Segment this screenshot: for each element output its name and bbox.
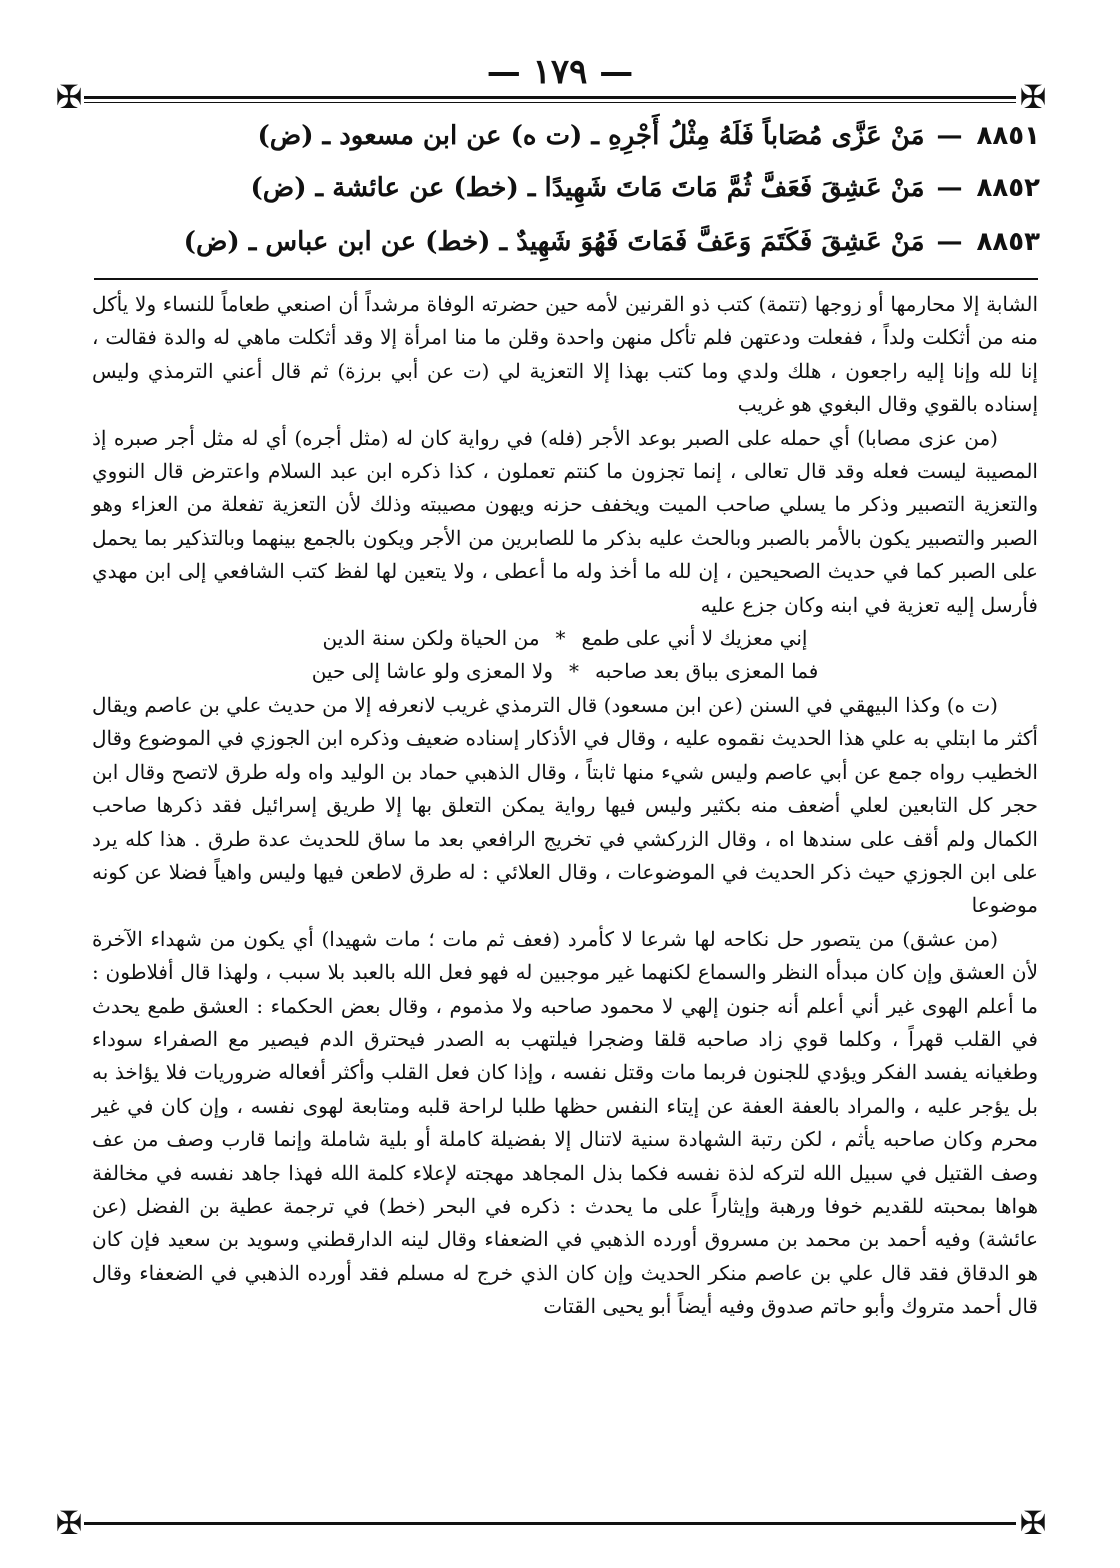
bottom-frame-rule	[84, 1522, 1016, 1525]
verse-hemistich: إني معزيك لا أني على طمع	[581, 626, 808, 651]
verse-separator: *	[555, 626, 566, 651]
top-frame-rule	[84, 96, 1016, 99]
page-number: — ١٧٩ —	[486, 52, 634, 92]
hadith-text: مَنْ عَشِقَ فَكَتَمَ وَعَفَّ فَمَاتَ فَهُوَ شَهِيدٌ ـ (خط) عن ابن عباس ـ (ض)	[183, 227, 925, 257]
corner-ornament-bottom-right-icon: ✠	[1019, 1504, 1047, 1542]
hadith-number: ٨٨٥٢	[976, 173, 1040, 203]
commentary-paragraph: الشابة إلا محارمها أو زوجها (تتمة) كتب ذو القرنين لأمه حين حضرته الوفاة مرشداً أن اصنعي طعاماً للنساء ولا يأكل منه من أثكلت ولداً ، ففعلت ودعتهن فلم تأكل منهن واحدة وقلن ما منا امرأة إلا وقد أثكلت ماهي له والدة فقالت ، إنا لله وإنا إليه راجعون ، هلك ولدي وما كتب بهذا إلا التعزية لي (ت عن أبي برزة) ثم قال أعني الترمذي وليس إسناده بالقوي وقال البغوي هو غريب	[92, 292, 1039, 417]
hadith-dash: —	[936, 227, 963, 257]
verse-hemistich: فما المعزى بباق بعد صاحبه	[595, 659, 819, 684]
hadith-entry	[250, 164, 1040, 212]
top-frame-rule-inner	[84, 102, 1016, 103]
commentary-separator-rule	[94, 278, 1038, 280]
hadith-dash: —	[936, 121, 963, 151]
poetry-verse	[92, 655, 1038, 688]
corner-ornament-top-left-icon: ✠	[55, 78, 83, 116]
hadith-text: مَنْ عَزَّى مُصَاباً فَلَهُ مِثْلُ أَجْرِهِ ـ (ت ه) عن ابن مسعود ـ (ض)	[257, 121, 925, 151]
verse-hemistich: من الحياة ولكن سنة الدين	[322, 626, 540, 651]
hadith-number: ٨٨٥١	[976, 121, 1040, 151]
hadith-dash: —	[936, 173, 963, 203]
hadith-number: ٨٨٥٣	[976, 227, 1040, 257]
commentary-paragraph: (من عشق) من يتصور حل نكاحه لها شرعا لا كأمرد (فعف ثم مات ؛ مات شهيدا) أي يكون من شهداء الآخرة لأن العشق وإن كان مبدأه النظر والسماع لكنهما غير موجبين له فهو فعل الله بالعبد بلا سبب ، ولهذا قال أفلاطون : ما أعلم الهوى غير أني أعلم أنه جنون إلهي لا محمود صاحبه ولا مذموم ، وقال بعض الحكماء : العشق طمع يحدث في القلب قهراً ، وكلما قوي زاد صاحبه قلقا وضجرا فيلتهب به الصدر فيحترق الدم فيصير مع الصفراء سوداء وطغيانه يفسد الفكر ويؤدي للجنون فربما مات وقتل نفسه ، وإذا كان فعل القلب وأكثر أفعاله ضروريات فلا يؤاخذ به بل يؤجر عليه ، والمراد بالعفة العفة عن إيتاء النفس حظها طلبا لراحة قلبه ومتابعة لهوى نفسه ، وإن كان في غير محرم وكان صاحبه يأثم ، لكن رتبة الشهادة سنية لاتنال إلا بفضيلة كاملة أو بلية شاملة وإنما قارب وصف من عف وصف القتيل في سبيل الله لتركه لذة نفسه فكما بذل المجاهد مهجته لإعلاء كلمة الله فهذا جاهد نفسه في مخالفة هواها بمحبته للقديم خوفا ورهبة وإيثاراً على ما يحدث : ذكره في البحر (خط) في ترجمة عطية بن الفضل (عن عائشة) وفيه أحمد بن محمد بن مسروق أورده الذهبي في الضعفاء وقال لينه الدارقطني وسويد بن سعيد فإن كان هو الدقاق فقد قال علي بن عاصم منكر الحديث وإن كان الذي خرج له مسلم فقد أورده الذهبي في الضعفاء وقال قال أحمد متروك وأبو حاتم صدوق وفيه أيضاً أبو يحيى القتات	[92, 926, 1038, 1319]
poetry-verse	[92, 622, 1038, 655]
corner-ornament-bottom-left-icon: ✠	[55, 1504, 83, 1542]
commentary-paragraph: (من عزى مصابا) أي حمله على الصبر بوعد الأجر (فله) في رواية كان له (مثل أجره) أي له مثل أجر صبره إذ المصيبة ليست فعله وقد قال تعالى ، إنما تجزون ما كنتم تعملون ، كذا ذكره ابن عبد السلام واعترض قال النووي والتعزية التصبير وذكر ما يسلي صاحب الميت ويخفف حزنه ويهون مصيبته وذلك لأن التعزية تفعلة من العزاء وهو الصبر والتصبير يكون بالأمر بالصبر وبالحث عليه بذكر ما للصابرين من الأجر ويكون بالجمع بينهما وبالتذكير بما يحمل على الصبر كما في حديث الصحيحين ، إن لله ما أخذ وله ما أعطى ، ولا يتعين لها لفظ كتب الشافعي إلى ابن مهدي فأرسل إليه تعزية في ابنه وكان جزع عليه	[92, 425, 1038, 617]
hadith-text: مَنْ عَشِقَ فَعَفَّ ثُمَّ مَاتَ مَاتَ شَهِيدًا ـ (خط) عن عائشة ـ (ض)	[250, 173, 925, 203]
commentary-body	[92, 288, 1038, 1506]
corner-ornament-top-right-icon: ✠	[1019, 78, 1047, 116]
hadith-entry	[183, 218, 1040, 266]
verse-separator: *	[569, 659, 579, 684]
hadith-entry	[257, 112, 1040, 160]
verse-hemistich: ولا المعزى ولو عاشا إلى حين	[311, 659, 553, 684]
commentary-paragraph: (ت ه) وكذا البيهقي في السنن (عن ابن مسعود) قال الترمذي غريب لانعرفه إلا من حديث علي بن عاصم ويقال أكثر ما ابتلي به علي هذا الحديث نقموه عليه ، وقال في الأذكار إسناده ضعيف وذكره ابن الجوزي في الموضوع وقال الخطيب رواه جمع عن أبي عاصم وليس شيء منها ثابتاً ، وقال الذهبي حماد بن الوليد واه وله طرق لاتصح وقال ابن حجر كل التابعين لعلي أضعف منه بكثير وليس فيها رواية يمكن التعلق بها إلا طريق إسرائيل فقد ذكرها صاحب الكمال ولم أقف على سندها اه ، وقال الزركشي في تخريج الرافعي بعد ما ساق للحديث عدة طرق . هذا كله يرد على ابن الجوزي حيث ذكر الحديث في الموضوعات ، وقال العلائي : له طرق لاطعن فيها وليس واهياً فضلا عن كونه موضوعا	[92, 692, 1038, 918]
